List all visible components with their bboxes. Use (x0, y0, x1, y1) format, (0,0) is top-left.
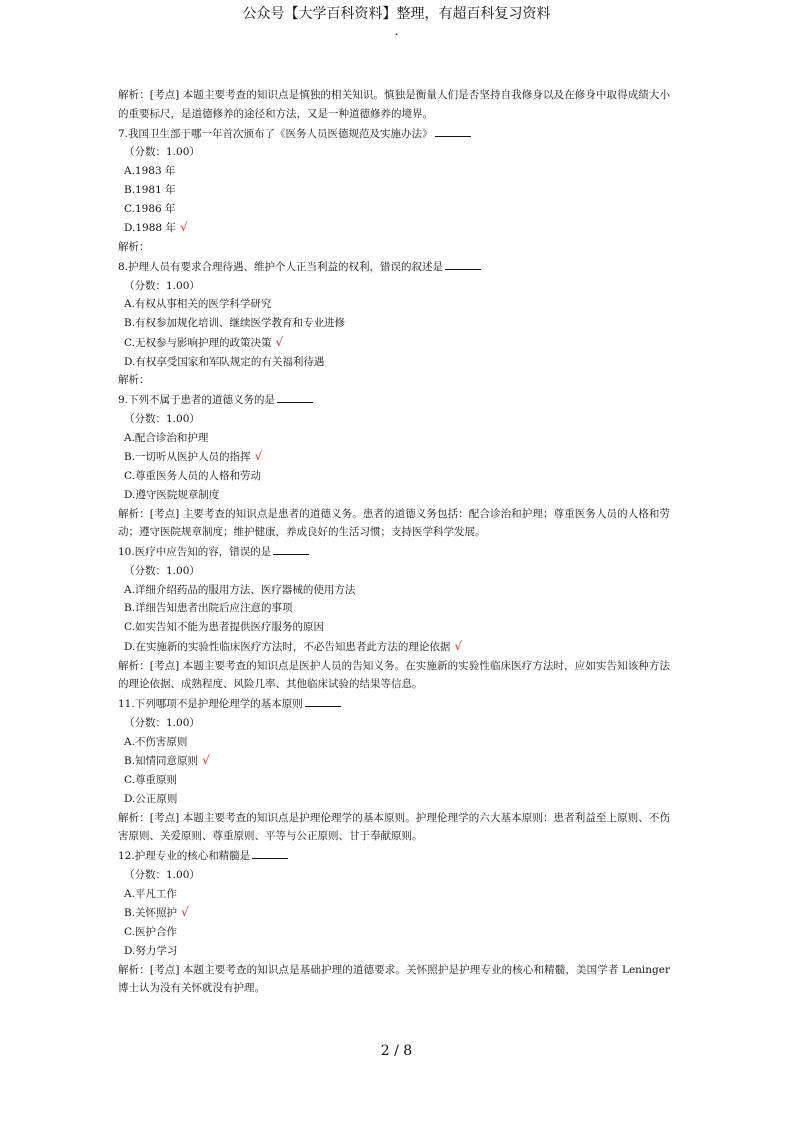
question-score: （分数：1.00） (124, 412, 200, 425)
answer-option (118, 599, 670, 618)
answer-option-text: A.平凡工作 (124, 887, 177, 900)
answer-option (118, 733, 670, 752)
question-stem (118, 846, 670, 866)
answer-option-text: C.无权参与影响护理的政策决策 (124, 336, 272, 349)
document-body (118, 86, 670, 998)
question-explanation: 解析：[考点] 本题主要考查的知识点是护理伦理学的基本原则。护理伦理学的六大基本原则：患者利益至上原则、不伤害原则、关爱原则、尊重原则、平等与公正原则、甘于奉献原则。 (118, 811, 670, 843)
answer-option (118, 218, 670, 238)
correct-check-icon: √ (202, 753, 210, 768)
answer-option-text: C.如实告知不能为患者提供医疗服务的原因 (124, 621, 324, 633)
answer-option (118, 353, 670, 372)
answer-option-text: B.有权参加规化培训、继续医学教育和专业进修 (124, 317, 346, 329)
question-score: （分数：1.00） (124, 279, 200, 292)
answer-option (118, 637, 670, 657)
answer-option-text: D.公正原则 (124, 792, 178, 805)
answer-blank (273, 542, 309, 555)
answer-option-text: A.有权从事相关的医学科学研究 (124, 298, 272, 311)
answer-option-text: B.详细告知患者出院后应注意的事项 (124, 602, 293, 615)
answer-option-text: A.不伤害原则 (124, 735, 188, 748)
question-stem (118, 124, 670, 144)
answer-option (118, 429, 670, 448)
question-block (118, 124, 670, 257)
answer-blank (277, 390, 313, 403)
answer-option (118, 295, 670, 314)
answer-option-text: A.详细介绍药品的服用方法、医疗器械的使用方法 (124, 583, 356, 596)
answer-option-text: B.1981 年 (124, 183, 176, 196)
answer-option (118, 923, 670, 942)
question-explanation: 解析： (118, 241, 150, 253)
answer-option-text: C.尊重原则 (124, 774, 177, 786)
question-explanation: 解析： (118, 374, 150, 387)
question-explanation: 解析：[考点] 本题主要考查的知识点是基础护理的道德要求。关怀照护是护理专业的核心和精髓，美国学者 Leninger 博士认为没有关怀就没有护理。 (118, 963, 670, 995)
answer-option-text: B.关怀照护 (124, 907, 178, 920)
question-stem (118, 257, 670, 277)
question-stem (118, 542, 670, 562)
answer-option-text: C.医护合作 (124, 926, 177, 938)
correct-check-icon: √ (181, 905, 189, 920)
header-dot: . (394, 24, 399, 38)
question-explanation: 解析：[考点] 本题主要考查的知识点是医护人员的告知义务。在实施新的实验性临床医疗方法时，应如实告知该种方法的理论依据、成熟程度、风险几率、其他临床试验的结果等信息。 (118, 659, 670, 691)
page-header: 公众号【大学百科资料】整理，有超百科复习资料 (242, 6, 551, 22)
question-block (118, 846, 670, 998)
answer-option-text: D.1988 年 (124, 222, 176, 235)
answer-option (118, 447, 670, 467)
answer-option-text: B.知情同意原则 (124, 755, 199, 768)
answer-option (118, 200, 670, 219)
answer-option-text: C.尊重医务人员的人格和劳动 (124, 470, 261, 482)
answer-option (118, 751, 670, 771)
answer-option (118, 581, 670, 600)
question-stem-text: 8.护理人员有要求合理待遇、维护个人正当利益的权利，错误的叙述是 (118, 260, 444, 273)
question-score: （分数：1.00） (124, 868, 200, 881)
question-explanation: 解析：[考点] 主要考查的知识点是患者的道德义务。患者的道德义务包括：配合诊治和护理；尊重医务人员的人格和劳动；遵守医院规章制度；维护健康，养成良好的生活习惯；支持医学科学发展。 (118, 507, 670, 539)
answer-option (118, 314, 670, 333)
answer-option-text: D.遵守医院规章制度 (124, 488, 220, 501)
answer-option-text: A.配合诊治和护理 (124, 431, 209, 444)
answer-option (118, 467, 670, 486)
question-stem (118, 694, 670, 714)
answer-option (118, 790, 670, 809)
answer-option (118, 942, 670, 961)
question-stem-text: 10.医疗中应告知的容，错误的是 (118, 546, 272, 558)
question-score: （分数：1.00） (124, 716, 200, 729)
question-stem-text: 9.下列不属于患者的道德义务的是 (118, 394, 276, 406)
question-score: （分数：1.00） (124, 564, 200, 577)
answer-option (118, 486, 670, 505)
question-stem-text: 12.护理专业的核心和精髓是 (118, 850, 251, 862)
answer-blank (252, 846, 288, 859)
answer-option-text: A.1983 年 (124, 165, 176, 177)
answer-option-text: C.1986 年 (124, 202, 176, 215)
answer-blank (445, 257, 481, 270)
correct-check-icon: √ (454, 638, 463, 653)
question-block (118, 390, 670, 542)
answer-option (118, 885, 670, 904)
answer-blank (305, 694, 341, 707)
page-number: 2 / 8 (380, 1043, 413, 1059)
correct-check-icon: √ (275, 334, 284, 349)
answer-blank (435, 124, 471, 137)
answer-option (118, 771, 670, 790)
answer-option-text: B.一切听从医护人员的指挥 (124, 451, 251, 464)
intro-explanation: 解析：[考点] 本题主要考查的知识点是慎独的相关知识。慎独是衡量人们是否坚持自我修身以及在修身中取得成绩大小的重要标尺，是道德修养的途径和方法，又是一种道德修养的境界。 (118, 89, 670, 120)
answer-option (118, 903, 670, 923)
question-stem (118, 390, 670, 410)
question-block (118, 542, 670, 694)
question-block (118, 694, 670, 846)
correct-check-icon: √ (179, 220, 188, 235)
question-score: （分数：1.00） (124, 146, 200, 159)
question-stem-text: 11.下列哪项不是护理伦理学的基本原则 (118, 698, 303, 710)
answer-option (118, 618, 670, 637)
question-stem-text: 7.我国卫生部于哪一年首次颁布了《医务人员医德规范及实施办法》 (118, 127, 433, 140)
question-list (118, 124, 670, 999)
answer-option-text: D.在实施新的实验性临床医疗方法时，不必告知患者此方法的理论依据 (124, 640, 451, 653)
answer-option (118, 333, 670, 353)
answer-option-text: D.有权享受国家和军队规定的有关福利待遇 (124, 355, 325, 368)
correct-check-icon: √ (254, 449, 263, 464)
answer-option-text: D.努力学习 (124, 944, 178, 957)
answer-option (118, 181, 670, 200)
question-block (118, 257, 670, 390)
answer-option (118, 162, 670, 181)
